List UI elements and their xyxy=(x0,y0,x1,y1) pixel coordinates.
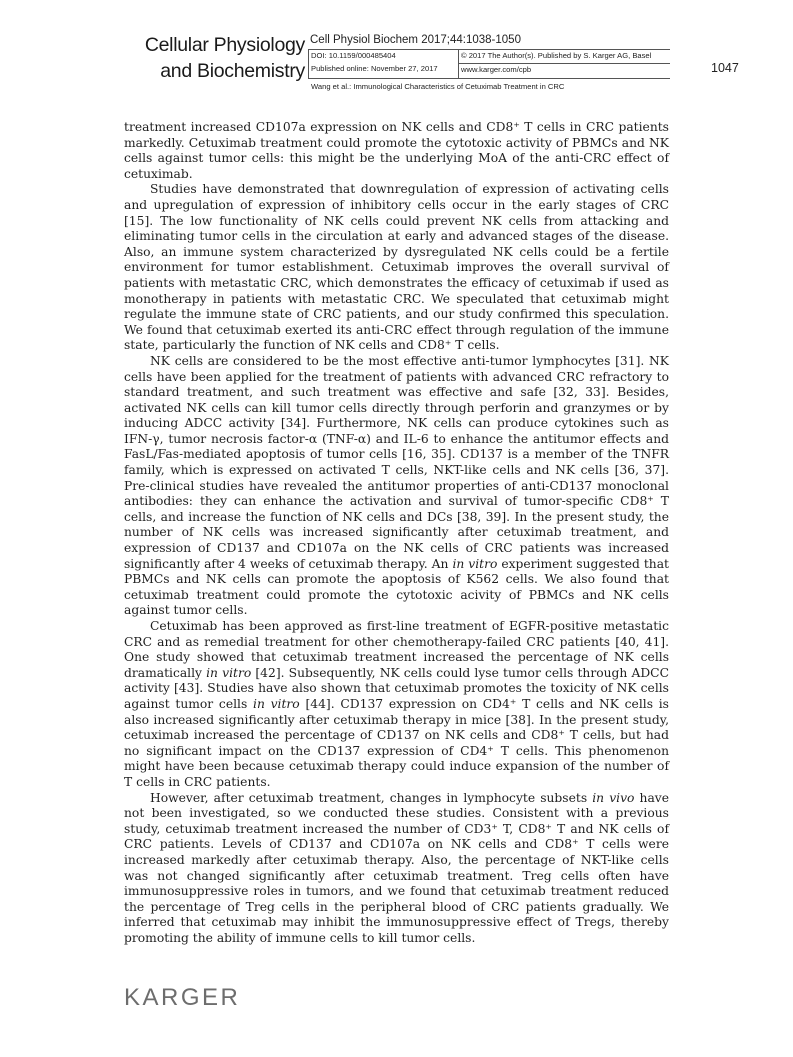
published-date: Published online: November 27, 2017 xyxy=(311,64,438,73)
header-rule-top xyxy=(308,49,670,50)
journal-url[interactable]: www.karger.com/cpb xyxy=(461,65,532,74)
paragraph: NK cells are considered to be the most effective anti-tumor lymphocytes [31]. NK cells have been applied for the treatment of patients with advanced CRC refractory to standard treatment, and such treatment was effective and safe [32, 33]. Besides, activated NK cells can kill tumor cells directly through perforin and granzymes or by inducing ADCC activity [34]. Furthermore, NK cells can produce cytokines such as IFN-γ, tumor necrosis factor-α (TNF-α) and IL-6 to enhance the antitumor effects and FasL/Fas-mediated apoptosis of tumor cells [16, 35]. CD137 is a member of the TNFR family, which is expressed on activated T cells, NKT-like cells and NK cells [36, 37]. Pre-clinical studies have revealed the antitumor properties of anti-CD137 monoclonal antibodies: they can enhance the activation and survival of tumor-specific CD8⁺ T cells, and increase the function of NK cells and DCs [38, 39]. In the present study, the number of NK cells was increased significantly after cetuximab treatment, and expression of CD137 and CD107a on the NK cells of CRC patients was increased significantly after 4 weeks of cetuximab therapy. An in vitro experiment suggested that PBMCs and NK cells can promote the apoptosis of K562 cells. We also found that cetuximab treatment could promote the cytotoxic acivity of PBMCs and NK cells against tumor cells. xyxy=(124,353,670,618)
paragraph: Cetuximab has been approved as first-line treatment of EGFR-positive metastatic CRC and as remedial treatment for other chemotherapy-failed CRC patients [40, 41]. One study showed that cetuximab treatment increased the percentage of NK cells dramatically in vitro [42]. Subsequently, NK cells could lyse tumor cells through ADCC activity [43]. Studies have also shown that cetuximab promotes the toxicity of NK cells against tumor cells in vitro [44]. CD137 expression on CD4⁺ T cells and NK cells is also increased significantly after cetuximab therapy in mice [38]. In the present study, cetuximab increased the percentage of CD137 on NK cells and CD8⁺ T cells, but had no significant impact on the CD137 expression of CD4⁺ T cells. This phenomenon might have been because cetuximab therapy could induce expansion of the number of T cells in CRC patients. xyxy=(124,619,670,789)
paragraph: treatment increased CD107a expression on NK cells and CD8⁺ T cells in CRC patients markedly. Cetuximab treatment could promote the cytotoxic activity of PBMCs and NK cells against tumor cells: this might be the underlying MoA of the anti-CRC effect of cetuximab. xyxy=(124,120,669,181)
karger-logo: KARGER xyxy=(124,984,241,1011)
running-title: Wang et al.: Immunological Characteristics of Cetuximab Treatment in CRC xyxy=(311,82,565,91)
journal-title-line1: Cellular Physiology xyxy=(144,34,305,56)
citation: Cell Physiol Biochem 2017;44:1038-1050 xyxy=(310,34,521,46)
paragraph: Studies have demonstrated that downregulation of expression of activating cells and upregulation of expression of inhibitory cells occur in the early stages of CRC [15]. The low functionality of NK cells could prevent NK cells from attacking and eliminating tumor cells in the circulation at early and advanced stages of the disease. Also, an immune system characterized by dysregulated NK cells could be a fertile environment for tumor establishment. Cetuximab improves the overall survival of patients with metastatic CRC, which demonstrates the efficacy of cetuximab if used as monotherapy in patients with metastatic CRC. We speculated that cetuximab might regulate the immune state of CRC patients, and our study confirmed this speculation. We found that cetuximab exerted its anti-CRC effect through regulation of the immune state, particularly the function of NK cells and CD8⁺ T cells. xyxy=(124,182,669,353)
header-rule-bottom xyxy=(308,78,670,79)
journal-title xyxy=(120,32,305,84)
header-rule-vertical-left xyxy=(308,49,309,79)
paragraph: However, after cetuximab treatment, changes in lymphocyte subsets in vivo have not been investigated, so we conducted these studies. Consistent with a previous study, cetuximab treatment increased the number of CD3⁺ T, CD8⁺ T and NK cells of CRC patients. Levels of CD137 and CD107a on NK cells and CD8⁺ T cells were increased markedly after cetuximab therapy. Also, the percentage of NKT-like cells was not changed significantly after cetuximab treatment. Treg cells often have immunosuppressive roles in tumors, and we found that cetuximab treatment reduced the percentage of Treg cells in the peripheral blood of CRC patients gradually. We inferred that cetuximab may inhibit the immunosuppressive effect of Tregs, thereby promoting the ability of immune cells to kill tumor cells. xyxy=(124,790,670,945)
citation-box xyxy=(308,34,670,94)
header-rule-vertical-mid xyxy=(458,49,459,79)
header-rule-mid xyxy=(458,63,670,64)
page-number: 1047 xyxy=(711,61,739,75)
doi: DOI: 10.1159/000485404 xyxy=(311,51,396,60)
article-body xyxy=(124,120,669,946)
copyright: © 2017 The Author(s). Published by S. Karger AG, Basel xyxy=(461,51,652,60)
journal-title-line2: and Biochemistry xyxy=(160,60,305,82)
